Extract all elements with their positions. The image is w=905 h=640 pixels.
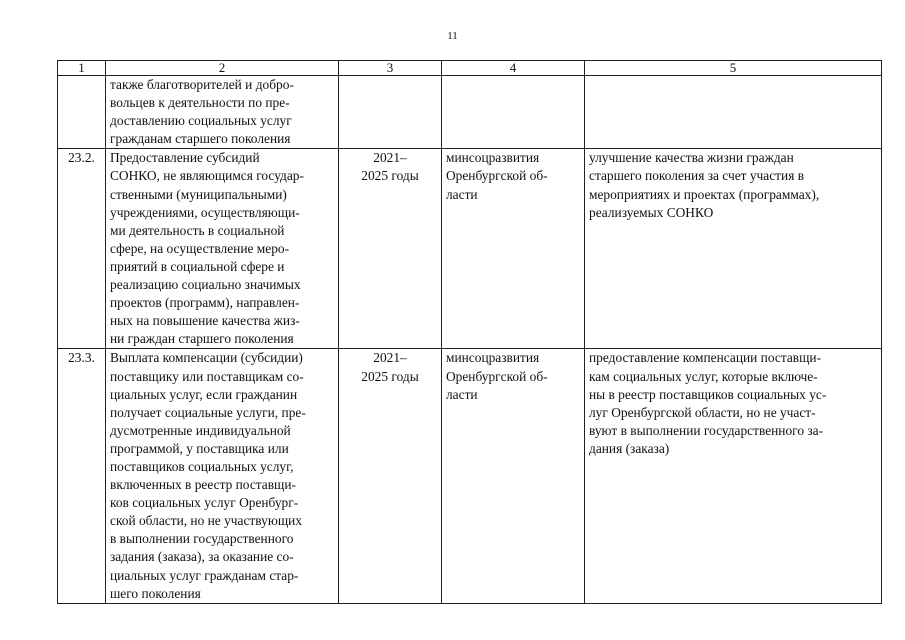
table-row <box>58 149 882 349</box>
row-number-cell <box>58 76 106 149</box>
responsible-cell: минсоцразвития Оренбургской об- ласти <box>442 149 585 349</box>
period-cell: 2021– 2025 годы <box>339 149 442 349</box>
column-header-4: 4 <box>442 61 585 76</box>
column-header-5: 5 <box>585 61 882 76</box>
expected-result-cell <box>585 76 882 149</box>
row-number-cell: 23.3. <box>58 349 106 603</box>
responsible-cell: минсоцразвития Оренбургской об- ласти <box>442 349 585 603</box>
period-cell <box>339 76 442 149</box>
table-row <box>58 349 882 603</box>
measure-description-cell: Выплата компенсации (субсидии) поставщику или поставщикам со- циальных услуг, если гражданин получает социальные услуги, пре- дусмотренные индивидуальной программой, у поставщика или поставщиков социальных услуг, включенных в реестр поставщи- ков социальных услуг Оренбург- ской области, но не участвующих в выполнении государственного задания (заказа), за оказание со- циальных услуг гражданам стар- шего поколения <box>106 349 339 603</box>
column-header-1: 1 <box>58 61 106 76</box>
measure-description-cell: также благотворителей и добро- вольцев к деятельности по пре- доставлению социальных услуг гражданам старшего поколения <box>106 76 339 149</box>
page-number: 11 <box>447 30 458 42</box>
responsible-cell <box>442 76 585 149</box>
column-header-3: 3 <box>339 61 442 76</box>
table-header-row <box>58 61 882 76</box>
measures-table <box>57 60 882 604</box>
expected-result-cell: улучшение качества жизни граждан старшего поколения за счет участия в мероприятиях и проектах (программах), реализуемых СОНКО <box>585 149 882 349</box>
expected-result-cell: предоставление компенсации поставщи- кам социальных услуг, которые включе- ны в реестр поставщиков социальных ус- луг Оренбургской области, но не участ- вуют в выполнении государственного за- дания (заказа) <box>585 349 882 603</box>
period-cell: 2021– 2025 годы <box>339 349 442 603</box>
row-number-cell: 23.2. <box>58 149 106 349</box>
measure-description-cell: Предоставление субсидий СОНКО, не являющимся государ- ственными (муниципальными) учреждениями, осуществляющи- ми деятельность в социальной сфере, на осуществление меро- приятий в социальной сфере и реализацию социально значимых проектов (программ), направлен- ных на повышение качества жиз- ни граждан старшего поколения <box>106 149 339 349</box>
table-row <box>58 76 882 149</box>
column-header-2: 2 <box>106 61 339 76</box>
